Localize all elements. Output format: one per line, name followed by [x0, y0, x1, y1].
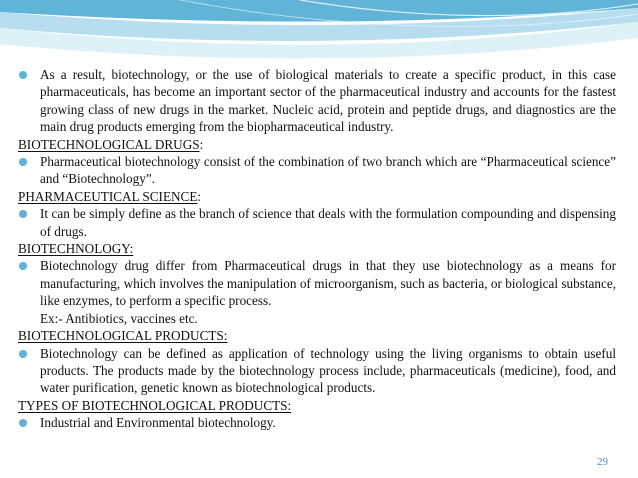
heading-pharmaceutical-science-text: PHARMACEUTICAL SCIENCE: [18, 188, 198, 204]
page-number: 29: [597, 456, 608, 468]
bullet-biotechnological-drugs: Pharmaceutical biotechnology consist of the combination of two branch which are “Pharmaceutical science” and “Biotechnology”.: [18, 153, 616, 188]
bullet-pharmaceutical-science: It can be simply define as the branch of science that deals with the formulation compounding and dispensing of drugs.: [18, 205, 616, 240]
bullet-biotechnology: Biotechnology drug differ from Pharmaceutical drugs in that they use biotechnology as a means for manufacturing, which involves the manipulation of microorganism, such as bacteria, or biological substance, like enzymes, to perform a specific process.: [18, 257, 616, 309]
heading-types-of-products: TYPES OF BIOTECHNOLOGICAL PRODUCTS:: [18, 397, 292, 413]
heading-biotechnology: BIOTECHNOLOGY:: [18, 241, 134, 257]
bullet-biotechnological-products: Biotechnology can be defined as application of technology using the living organisms to obtain useful products. The products made by the biotechnology process include, pharmaceuticals (medicine), food, and water purification, genetic known as biotechnological products.: [18, 345, 616, 397]
bullet-intro: As a result, biotechnology, or the use of biological materials to create a specific product, in this case pharmaceuticals, has become an important sector of the pharmaceutical industry and accounts for the fastest growing class of new drugs in the market. Nucleic acid, protein and peptide drugs, and diagnostics are the main drug products emerging from the biopharmaceutical industry.: [18, 66, 616, 136]
heading-biotechnological-products: BIOTECHNOLOGICAL PRODUCTS:: [18, 328, 228, 344]
header-swoosh-decoration: [0, 0, 638, 70]
heading-pharmaceutical-science: [18, 188, 616, 205]
heading-colon: :: [197, 188, 202, 204]
example-line: Ex:- Antibiotics, vaccines etc.: [40, 310, 198, 326]
heading-biotechnological-drugs: [18, 136, 616, 153]
heading-biotechnological-drugs-text: BIOTECHNOLOGICAL DRUGS: [18, 136, 200, 152]
heading-colon: :: [199, 136, 204, 152]
bullet-types-of-products: Industrial and Environmental biotechnology.: [18, 414, 616, 431]
slide-content: [18, 66, 616, 432]
